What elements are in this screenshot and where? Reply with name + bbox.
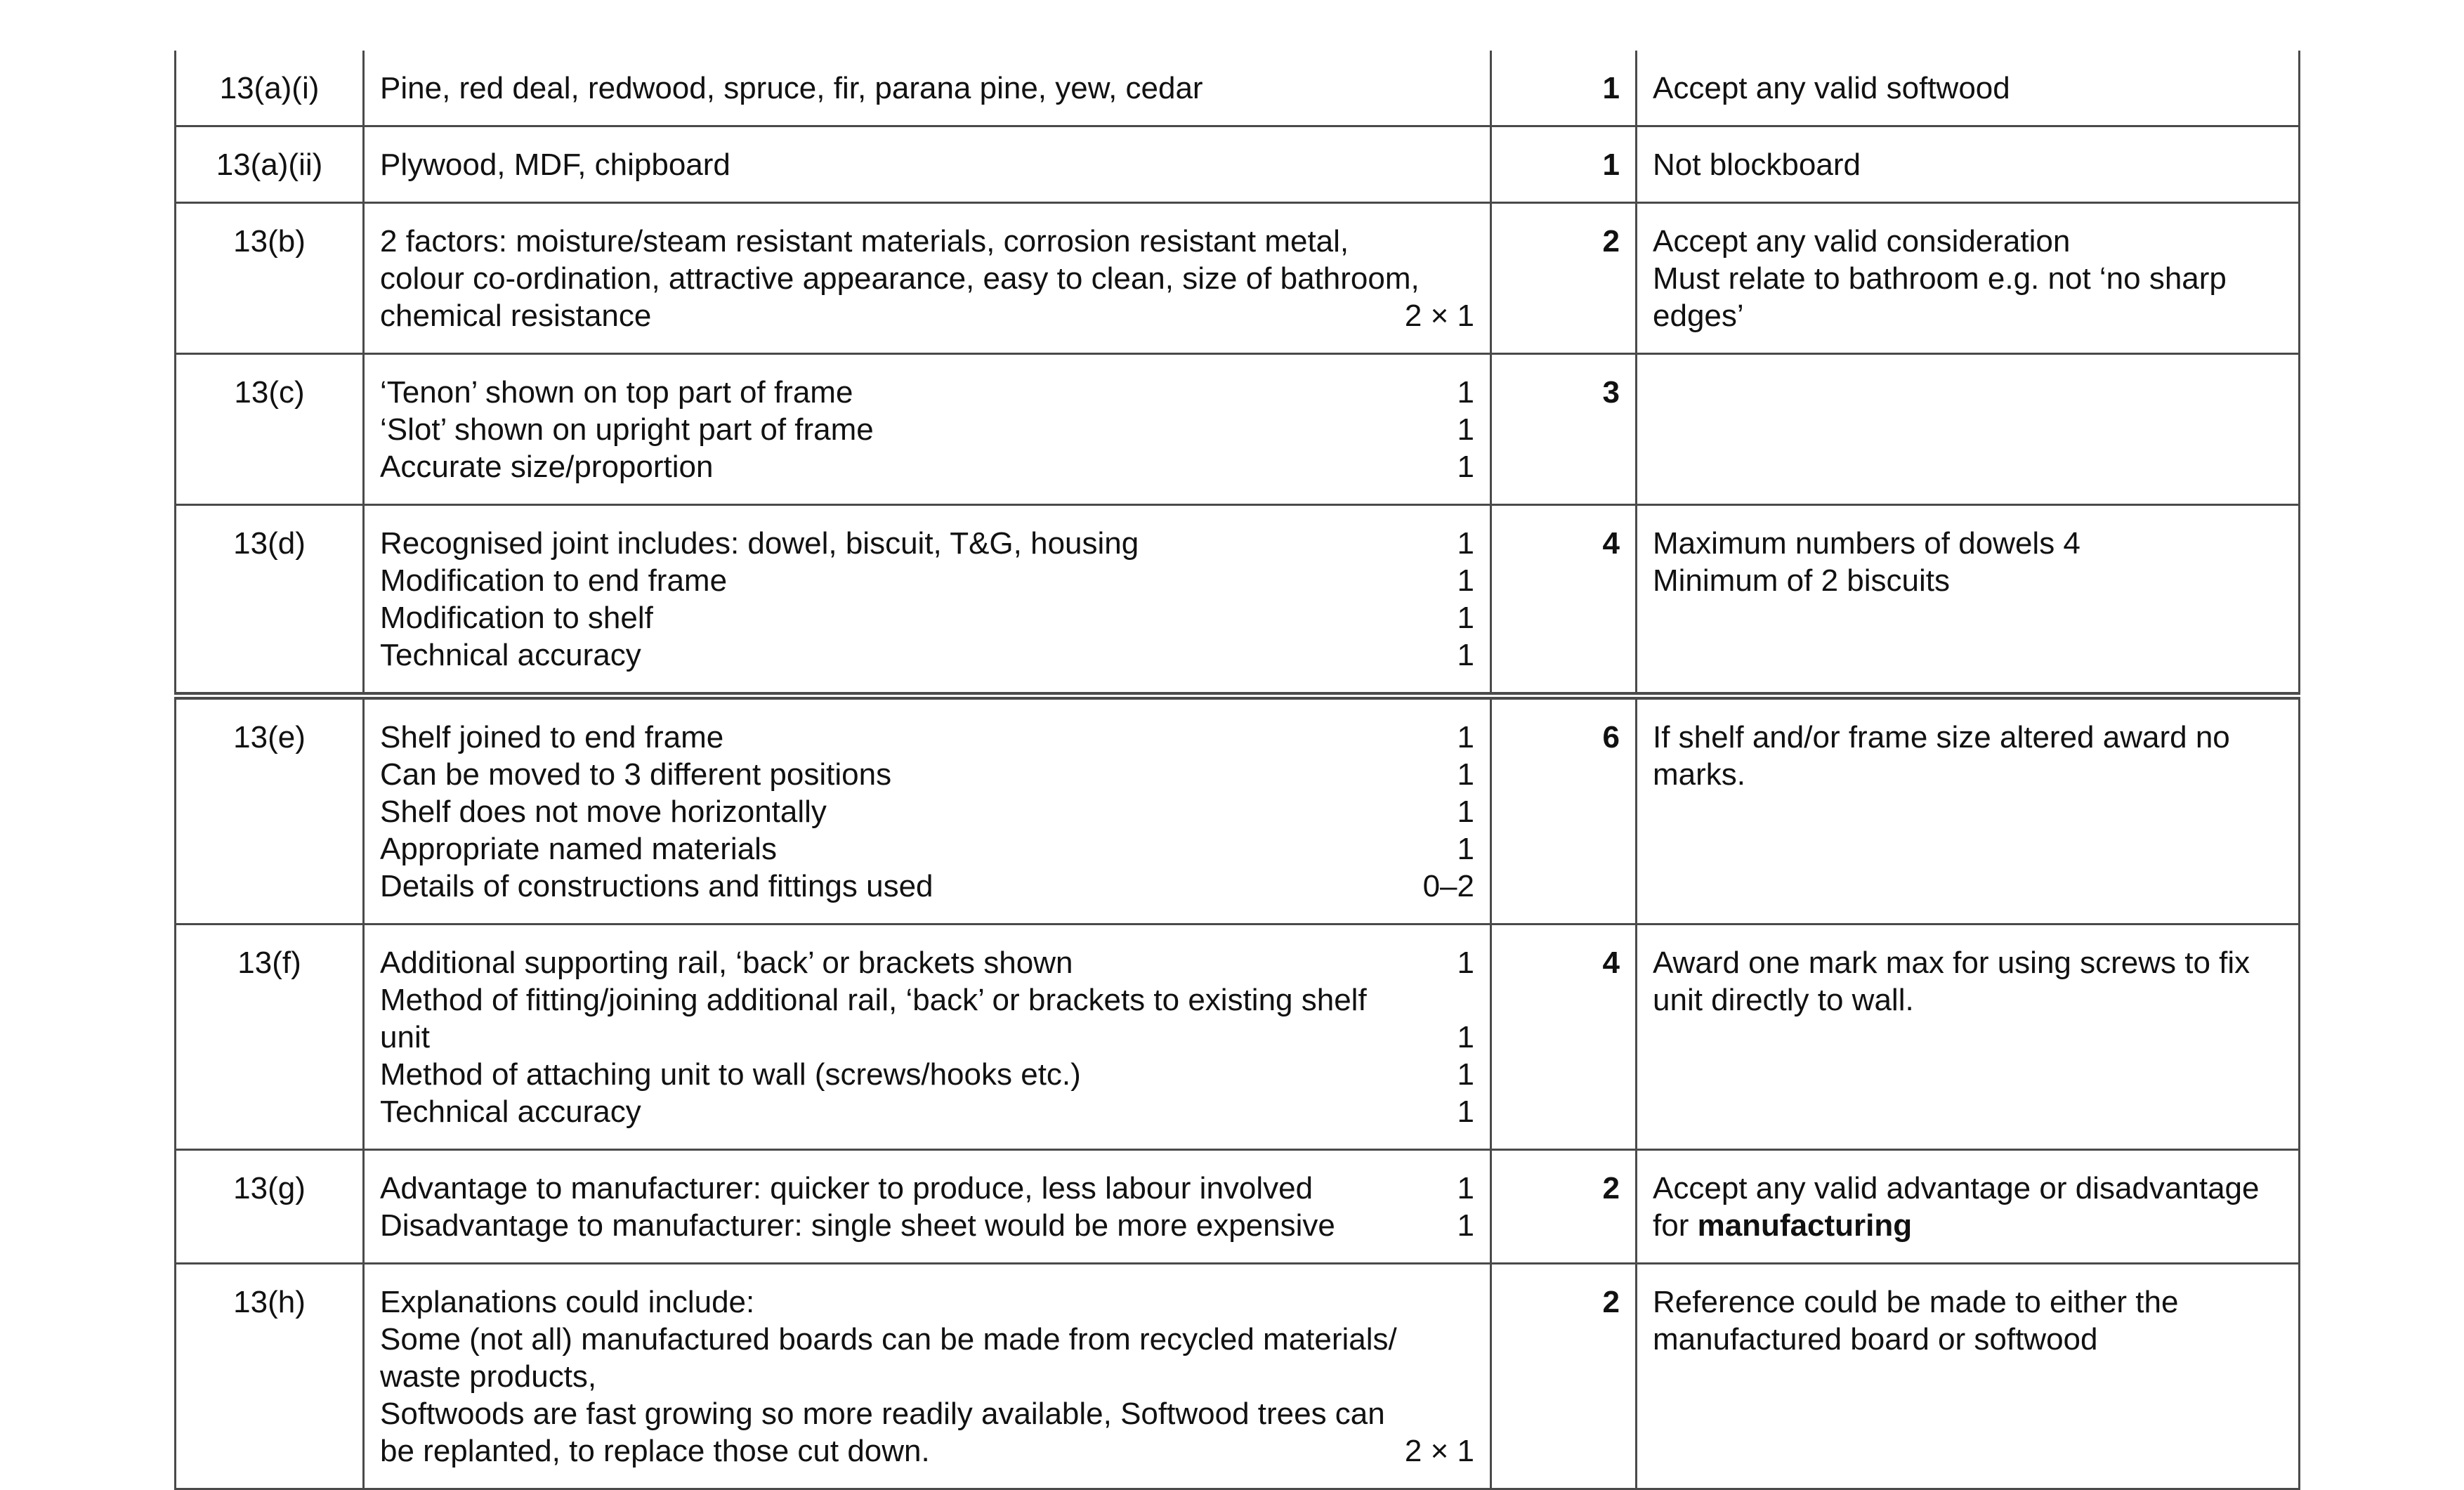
answer-line: [380, 830, 1474, 868]
guidance-line: Award one mark max for using screws to fix: [1653, 946, 2250, 980]
guidance-cell: [1637, 126, 2300, 203]
guidance-line: Must relate to bathroom e.g. not ‘no sharp: [1653, 261, 2227, 296]
answer-cell: [364, 1150, 1491, 1264]
answer-sub-mark: 1: [1457, 412, 1474, 447]
question-number-cell: 13(a)(ii): [176, 126, 364, 203]
marks-cell: 6: [1491, 696, 1637, 924]
answer-text: Modification to shelf: [380, 601, 653, 635]
answer-text: Method of fitting/joining additional rail, ‘back’ or brackets to existing shelf: [380, 983, 1367, 1017]
answer-sub-mark: 1: [1457, 1057, 1474, 1092]
answer-text: Pine, red deal, redwood, spruce, fir, parana pine, yew, cedar: [380, 71, 1203, 105]
question-number-cell: 13(d): [176, 505, 364, 696]
answer-text: Details of constructions and fittings used: [380, 869, 933, 903]
answer-line: [380, 1056, 1474, 1093]
answer-sub-mark: 1: [1457, 832, 1474, 866]
answer-text: Advantage to manufacturer: quicker to produce, less labour involved: [380, 1171, 1313, 1205]
answer-cell: [364, 51, 1491, 126]
answer-text: unit: [380, 1020, 430, 1054]
answer-line: [380, 1019, 1474, 1056]
answer-text: Recognised joint includes: dowel, biscuit, T&G, housing: [380, 526, 1139, 561]
answer-line: [380, 223, 1474, 260]
answer-text: chemical resistance: [380, 299, 652, 333]
guidance-line: manufactured board or softwood: [1653, 1322, 2098, 1357]
answer-sub-mark: 1: [1457, 1020, 1474, 1054]
question-number-cell: 13(g): [176, 1150, 364, 1264]
answer-text: Accurate size/proportion: [380, 450, 714, 484]
answer-sub-mark: 1: [1457, 1171, 1474, 1205]
guidance-cell: [1637, 1264, 2300, 1489]
answer-line: [380, 1283, 1474, 1321]
answer-line: [380, 448, 1474, 485]
answer-text: colour co-ordination, attractive appearance, easy to clean, size of bathroom,: [380, 261, 1420, 296]
guidance-line: unit directly to wall.: [1653, 983, 1914, 1017]
answer-line: [380, 1395, 1474, 1432]
question-number-cell: 13(e): [176, 696, 364, 924]
answer-sub-mark: 1: [1457, 638, 1474, 672]
guidance-text: for: [1653, 1208, 1698, 1243]
answer-text: Some (not all) manufactured boards can be made from recycled materials/: [380, 1322, 1397, 1357]
answer-line: [380, 1093, 1474, 1130]
answer-text: Plywood, MDF, chipboard: [380, 148, 730, 182]
guidance-line: Accept any valid softwood: [1653, 71, 2010, 105]
question-number-cell: 13(b): [176, 203, 364, 354]
answer-line: [380, 719, 1474, 756]
answer-line: [380, 260, 1474, 297]
answer-text: Appropriate named materials: [380, 832, 777, 866]
answer-line: [380, 868, 1474, 905]
mark-scheme-table: [174, 51, 2300, 1490]
answer-line: [380, 793, 1474, 830]
answer-text: Disadvantage to manufacturer: single sheet would be more expensive: [380, 1208, 1335, 1243]
table-row: [176, 505, 2300, 696]
guidance-emphasis: manufacturing: [1697, 1208, 1913, 1243]
answer-sub-mark: 1: [1457, 563, 1474, 598]
answer-line: [380, 1358, 1474, 1395]
answer-text: Softwoods are fast growing so more readily available, Softwood trees can: [380, 1397, 1385, 1431]
guidance-cell: [1637, 924, 2300, 1150]
answer-text: Method of attaching unit to wall (screws/hooks etc.): [380, 1057, 1081, 1092]
answer-text: waste products,: [380, 1359, 597, 1394]
answer-line: [380, 981, 1474, 1019]
answer-text: Additional supporting rail, ‘back’ or brackets shown: [380, 946, 1073, 980]
guidance-line: marks.: [1653, 757, 1745, 792]
guidance-cell: [1637, 505, 2300, 696]
guidance-cell: [1637, 696, 2300, 924]
guidance-line: Accept any valid consideration: [1653, 224, 2071, 259]
table-row: [176, 126, 2300, 203]
answer-sub-mark: 1: [1457, 757, 1474, 792]
guidance-line: Maximum numbers of dowels 4: [1653, 526, 2080, 561]
answer-text: Can be moved to 3 different positions: [380, 757, 892, 792]
guidance-cell: [1637, 1150, 2300, 1264]
answer-text: Shelf does not move horizontally: [380, 795, 827, 829]
answer-cell: [364, 203, 1491, 354]
answer-sub-mark: 1: [1457, 720, 1474, 754]
answer-line: [380, 1321, 1474, 1358]
guidance-line: Minimum of 2 biscuits: [1653, 563, 1951, 598]
guidance-line: Not blockboard: [1653, 148, 1861, 182]
answer-sub-mark: 1: [1457, 1208, 1474, 1243]
guidance-cell: [1637, 51, 2300, 126]
answer-sub-mark: 2 × 1: [1404, 1434, 1474, 1468]
question-number-cell: 13(h): [176, 1264, 364, 1489]
answer-sub-mark: 1: [1457, 601, 1474, 635]
answer-sub-mark: 1: [1457, 450, 1474, 484]
answer-text: Modification to end frame: [380, 563, 728, 598]
answer-text: ‘Tenon’ shown on top part of frame: [380, 375, 853, 410]
guidance-line: Accept any valid advantage or disadvantage: [1653, 1171, 2260, 1205]
question-number-cell: 13(a)(i): [176, 51, 364, 126]
marks-cell: 2: [1491, 1264, 1637, 1489]
answer-line: [380, 525, 1474, 562]
question-number-cell: 13(f): [176, 924, 364, 1150]
answer-line: [380, 636, 1474, 674]
marks-cell: 1: [1491, 126, 1637, 203]
answer-line: [380, 1170, 1474, 1207]
answer-cell: [364, 696, 1491, 924]
answer-text: Explanations could include:: [380, 1285, 755, 1319]
answer-cell: [364, 505, 1491, 696]
answer-cell: [364, 126, 1491, 203]
guidance-cell: [1637, 354, 2300, 505]
answer-text: be replanted, to replace those cut down.: [380, 1434, 930, 1468]
table-row: [176, 203, 2300, 354]
answer-line: [380, 562, 1474, 599]
answer-line: [380, 70, 1474, 107]
answer-cell: [364, 1264, 1491, 1489]
answer-line: [380, 944, 1474, 981]
answer-text: Shelf joined to end frame: [380, 720, 724, 754]
answer-line: [380, 297, 1474, 334]
answer-sub-mark: 1: [1457, 526, 1474, 561]
answer-line: [380, 411, 1474, 448]
answer-cell: [364, 354, 1491, 505]
answer-line: [380, 374, 1474, 411]
answer-line: [380, 1432, 1474, 1470]
mark-scheme-body: [176, 51, 2300, 1489]
answer-text: 2 factors: moisture/steam resistant materials, corrosion resistant metal,: [380, 224, 1349, 259]
table-row: [176, 354, 2300, 505]
table-row: [176, 924, 2300, 1150]
answer-sub-mark: 2 × 1: [1404, 299, 1474, 333]
answer-line: [380, 146, 1474, 183]
answer-line: [380, 1207, 1474, 1244]
table-row: [176, 1264, 2300, 1489]
answer-sub-mark: 1: [1457, 795, 1474, 829]
marks-cell: 4: [1491, 924, 1637, 1150]
table-row: [176, 696, 2300, 924]
answer-line: [380, 756, 1474, 793]
marks-cell: 2: [1491, 203, 1637, 354]
guidance-cell: [1637, 203, 2300, 354]
answer-cell: [364, 924, 1491, 1150]
guidance-line: [1653, 1207, 2283, 1244]
guidance-line: edges’: [1653, 299, 1744, 333]
guidance-line: If shelf and/or frame size altered award no: [1653, 720, 2230, 754]
marks-cell: 2: [1491, 1150, 1637, 1264]
guidance-line: Reference could be made to either the: [1653, 1285, 2179, 1319]
answer-text: ‘Slot’ shown on upright part of frame: [380, 412, 874, 447]
answer-sub-mark: 1: [1457, 1094, 1474, 1129]
answer-text: Technical accuracy: [380, 1094, 641, 1129]
marks-cell: 1: [1491, 51, 1637, 126]
answer-sub-mark: 1: [1457, 375, 1474, 410]
question-number-cell: 13(c): [176, 354, 364, 505]
answer-sub-mark: 0–2: [1422, 869, 1474, 903]
answer-line: [380, 599, 1474, 636]
marks-cell: 3: [1491, 354, 1637, 505]
marks-cell: 4: [1491, 505, 1637, 696]
table-row: [176, 51, 2300, 126]
answer-text: Technical accuracy: [380, 638, 641, 672]
table-row: [176, 1150, 2300, 1264]
answer-sub-mark: 1: [1457, 946, 1474, 980]
